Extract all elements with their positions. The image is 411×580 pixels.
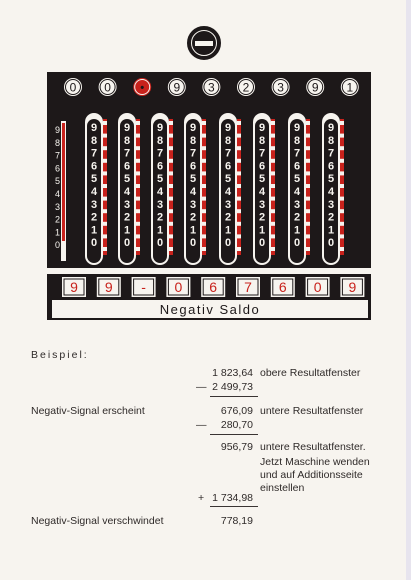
column-tick — [202, 146, 206, 150]
result-digit: 6 — [278, 279, 287, 295]
top-dial-digit: 3 — [208, 80, 215, 95]
column-tick — [306, 121, 310, 125]
column-digit: 3 — [189, 198, 197, 211]
column-digit: 4 — [293, 186, 301, 198]
row-left-label: Negativ-Signal verschwindet — [31, 515, 164, 527]
counter-column-1 — [118, 113, 140, 265]
column-tick — [202, 121, 206, 125]
column-tick — [271, 222, 275, 226]
column-tick — [202, 234, 206, 238]
scale-digit: 7 — [55, 150, 61, 161]
column-tick — [306, 171, 310, 175]
column-digit: 5 — [123, 173, 131, 186]
column-tick — [169, 209, 173, 213]
column-digit: 1 — [293, 224, 301, 237]
column-digit: 0 — [258, 237, 266, 250]
column-tick — [202, 197, 206, 201]
top-dial-digit: 1 — [346, 80, 354, 95]
result-digit: - — [141, 279, 146, 295]
column-digit: 8 — [327, 134, 335, 147]
column-digit: 6 — [189, 160, 197, 173]
result-digit: 6 — [209, 279, 218, 295]
column-tick — [271, 209, 275, 213]
column-tick — [237, 222, 241, 226]
column-tick — [136, 134, 140, 138]
column-digit: 2 — [327, 211, 335, 224]
column-tick — [237, 247, 241, 251]
column-digit: 7 — [123, 147, 131, 160]
column-tick — [169, 234, 173, 238]
column-digit: 8 — [224, 134, 232, 147]
row-sign: — — [196, 419, 207, 431]
column-tick — [103, 222, 107, 226]
column-digit: 4 — [327, 186, 335, 198]
column-tick — [169, 121, 173, 125]
column-tick — [202, 171, 206, 175]
row-value: 676,09 — [220, 405, 253, 417]
example-heading: Beispiel: — [31, 349, 89, 361]
column-tick — [237, 184, 241, 188]
column-digit: 2 — [224, 211, 232, 224]
column-tick — [271, 197, 275, 201]
top-dial-digit: • — [140, 80, 145, 95]
column-tick — [202, 209, 206, 213]
negativ-saldo-label: Negativ Saldo — [159, 302, 261, 317]
column-tick — [271, 134, 275, 138]
column-tick — [340, 184, 344, 188]
column-digit: 8 — [123, 134, 131, 147]
column-tick — [237, 121, 241, 125]
column-tick — [136, 184, 140, 188]
counter-column-3 — [184, 113, 206, 265]
column-tick — [306, 197, 310, 201]
column-tick — [103, 197, 107, 201]
column-tick — [103, 146, 107, 150]
column-tick — [237, 146, 241, 150]
separator-band — [47, 268, 371, 274]
row-note: Jetzt Maschine wenden — [260, 456, 370, 468]
column-tick — [103, 184, 107, 188]
column-digit: 1 — [90, 224, 98, 237]
column-tick — [340, 197, 344, 201]
column-digit: 9 — [224, 122, 232, 134]
column-digit: 9 — [189, 122, 197, 134]
row-value: 280,70 — [220, 419, 253, 431]
column-tick — [237, 159, 241, 163]
column-tick — [169, 171, 173, 175]
row-left-label: Negativ-Signal erscheint — [31, 405, 145, 417]
column-tick — [169, 134, 173, 138]
sum-rule — [210, 396, 258, 397]
scale-digit: 3 — [55, 201, 61, 212]
column-tick — [202, 134, 206, 138]
column-tick — [271, 146, 275, 150]
column-digit: 7 — [224, 147, 232, 160]
column-digit: 2 — [156, 211, 164, 224]
column-tick — [169, 159, 173, 163]
top-dial-digit: 3 — [277, 80, 284, 95]
column-digit: 9 — [327, 122, 335, 134]
column-digit: 0 — [293, 237, 301, 250]
column-digit: 5 — [258, 173, 266, 186]
column-tick — [340, 247, 344, 251]
column-tick — [169, 222, 173, 226]
column-digit: 9 — [90, 122, 98, 134]
row-note: und auf Additionsseite — [260, 469, 363, 481]
result-digit: 9 — [104, 279, 113, 295]
column-digit: 1 — [156, 224, 164, 237]
column-tick — [169, 146, 173, 150]
column-digit: 1 — [189, 224, 197, 237]
counter-column-7 — [322, 113, 344, 265]
column-tick — [136, 171, 140, 175]
column-tick — [169, 247, 173, 251]
scale-digit: 8 — [55, 137, 61, 148]
column-digit: 6 — [123, 160, 131, 173]
column-digit: 7 — [90, 147, 98, 160]
column-tick — [306, 247, 310, 251]
column-tick — [202, 222, 206, 226]
column-tick — [202, 247, 206, 251]
column-digit: 5 — [224, 173, 232, 186]
top-dial-digit: 0 — [104, 80, 111, 95]
column-tick — [237, 209, 241, 213]
column-digit: 2 — [293, 211, 301, 224]
counter-column-0 — [85, 113, 107, 265]
column-tick — [103, 159, 107, 163]
column-tick — [340, 121, 344, 125]
column-digit: 0 — [189, 237, 197, 250]
row-note: obere Resultatfenster — [260, 367, 361, 379]
row-note: untere Resultatfenster. — [260, 441, 366, 453]
column-tick — [306, 146, 310, 150]
result-windows — [62, 277, 364, 297]
result-digit: 9 — [348, 279, 357, 295]
column-tick — [237, 171, 241, 175]
column-tick — [306, 134, 310, 138]
column-tick — [340, 146, 344, 150]
column-digit: 5 — [90, 173, 98, 186]
row-sign: — — [196, 381, 207, 393]
column-tick — [340, 159, 344, 163]
counter-column-5 — [253, 113, 275, 265]
result-digit: 0 — [313, 279, 322, 295]
column-tick — [103, 121, 107, 125]
column-digit: 5 — [327, 173, 335, 186]
column-tick — [306, 184, 310, 188]
column-digit: 3 — [327, 198, 335, 211]
column-digit: 1 — [327, 224, 335, 237]
row-value: 1 734,98 — [212, 492, 253, 504]
column-digit: 9 — [293, 122, 301, 134]
scale-digit: 0 — [55, 240, 61, 251]
result-digit: 0 — [174, 279, 183, 295]
column-tick — [306, 222, 310, 226]
column-digit: 5 — [293, 173, 301, 186]
row-sign: + — [198, 492, 205, 504]
column-digit: 3 — [90, 198, 98, 211]
column-tick — [103, 209, 107, 213]
column-digit: 6 — [258, 160, 266, 173]
column-digit: 0 — [156, 237, 164, 250]
column-tick — [306, 209, 310, 213]
top-dial-digit: 9 — [173, 80, 181, 95]
column-tick — [306, 234, 310, 238]
column-tick — [103, 171, 107, 175]
column-tick — [136, 197, 140, 201]
column-digit: 2 — [90, 211, 98, 224]
column-tick — [136, 121, 140, 125]
column-tick — [169, 184, 173, 188]
scale-digit: 4 — [55, 189, 61, 199]
row-value: 2 499,73 — [212, 381, 253, 393]
column-tick — [271, 184, 275, 188]
sum-rule — [210, 434, 258, 435]
column-digit: 5 — [156, 173, 164, 186]
counter-column-6 — [288, 113, 310, 265]
column-tick — [237, 197, 241, 201]
column-tick — [202, 184, 206, 188]
column-digit: 2 — [189, 211, 197, 224]
column-digit: 9 — [258, 122, 266, 134]
column-digit: 3 — [293, 198, 301, 211]
column-digit: 1 — [258, 224, 266, 237]
column-tick — [340, 234, 344, 238]
column-digit: 4 — [156, 186, 164, 198]
column-digit: 8 — [90, 134, 98, 147]
column-tick — [202, 159, 206, 163]
column-tick — [271, 121, 275, 125]
column-digit: 7 — [156, 147, 164, 160]
column-digit: 2 — [258, 211, 266, 224]
column-tick — [136, 247, 140, 251]
column-digit: 9 — [156, 122, 164, 134]
column-tick — [136, 159, 140, 163]
scale-red — [62, 123, 65, 241]
column-digit: 9 — [123, 122, 131, 134]
scale-digit: 1 — [55, 227, 61, 238]
result-digit: 7 — [244, 279, 252, 295]
counter-column-4 — [219, 113, 241, 265]
column-digit: 5 — [189, 173, 197, 186]
column-digit: 4 — [224, 186, 232, 198]
column-digit: 1 — [224, 224, 232, 237]
column-tick — [340, 222, 344, 226]
column-digit: 0 — [90, 237, 98, 250]
counter-column-2 — [151, 113, 173, 265]
column-tick — [306, 159, 310, 163]
column-tick — [136, 234, 140, 238]
column-digit: 2 — [123, 211, 131, 224]
column-tick — [169, 197, 173, 201]
row-note: untere Resultatfenster — [260, 405, 364, 417]
row-value: 1 823,64 — [212, 367, 253, 379]
column-digit: 7 — [293, 147, 301, 160]
column-digit: 3 — [123, 198, 131, 211]
row-note: einstellen — [260, 482, 305, 494]
column-digit: 8 — [258, 134, 266, 147]
column-digit: 0 — [224, 237, 232, 250]
column-digit: 3 — [156, 198, 164, 211]
column-digit: 8 — [156, 134, 164, 147]
column-tick — [271, 247, 275, 251]
column-digit: 8 — [189, 134, 197, 147]
column-tick — [271, 171, 275, 175]
column-tick — [271, 159, 275, 163]
column-digit: 3 — [258, 198, 266, 211]
column-digit: 3 — [224, 198, 232, 211]
column-digit: 6 — [156, 160, 164, 173]
top-dial-digit: 2 — [242, 80, 250, 95]
column-digit: 4 — [189, 186, 197, 198]
column-tick — [136, 209, 140, 213]
column-digit: 4 — [258, 186, 266, 198]
row-value: 778,19 — [220, 515, 253, 527]
column-tick — [136, 222, 140, 226]
column-tick — [103, 247, 107, 251]
result-digit: 9 — [70, 279, 78, 295]
column-digit: 6 — [293, 160, 301, 173]
column-digit: 1 — [123, 224, 131, 237]
top-dial-digit: 9 — [311, 80, 319, 95]
column-digit: 4 — [123, 186, 131, 198]
column-tick — [237, 234, 241, 238]
scale-digit: 2 — [55, 214, 61, 225]
top-dial-digit: 0 — [69, 80, 77, 95]
column-digit: 0 — [123, 237, 131, 250]
scale-digit: 9 — [55, 125, 61, 135]
column-digit: 7 — [258, 147, 266, 160]
column-tick — [340, 171, 344, 175]
column-digit: 8 — [293, 134, 301, 147]
column-tick — [340, 134, 344, 138]
row-value: 956,79 — [220, 441, 253, 453]
sum-rule — [210, 506, 258, 507]
column-digit: 6 — [224, 160, 232, 173]
column-digit: 7 — [189, 147, 197, 160]
column-tick — [103, 134, 107, 138]
scale-digit: 6 — [55, 163, 61, 174]
column-tick — [103, 234, 107, 238]
column-digit: 0 — [327, 237, 335, 250]
column-digit: 7 — [327, 147, 335, 160]
scale-digit: 5 — [55, 176, 61, 187]
column-tick — [271, 234, 275, 238]
column-digit: 6 — [90, 160, 98, 173]
column-tick — [237, 134, 241, 138]
column-tick — [136, 146, 140, 150]
column-digit: 4 — [90, 186, 98, 198]
column-digit: 6 — [327, 160, 335, 173]
column-tick — [340, 209, 344, 213]
